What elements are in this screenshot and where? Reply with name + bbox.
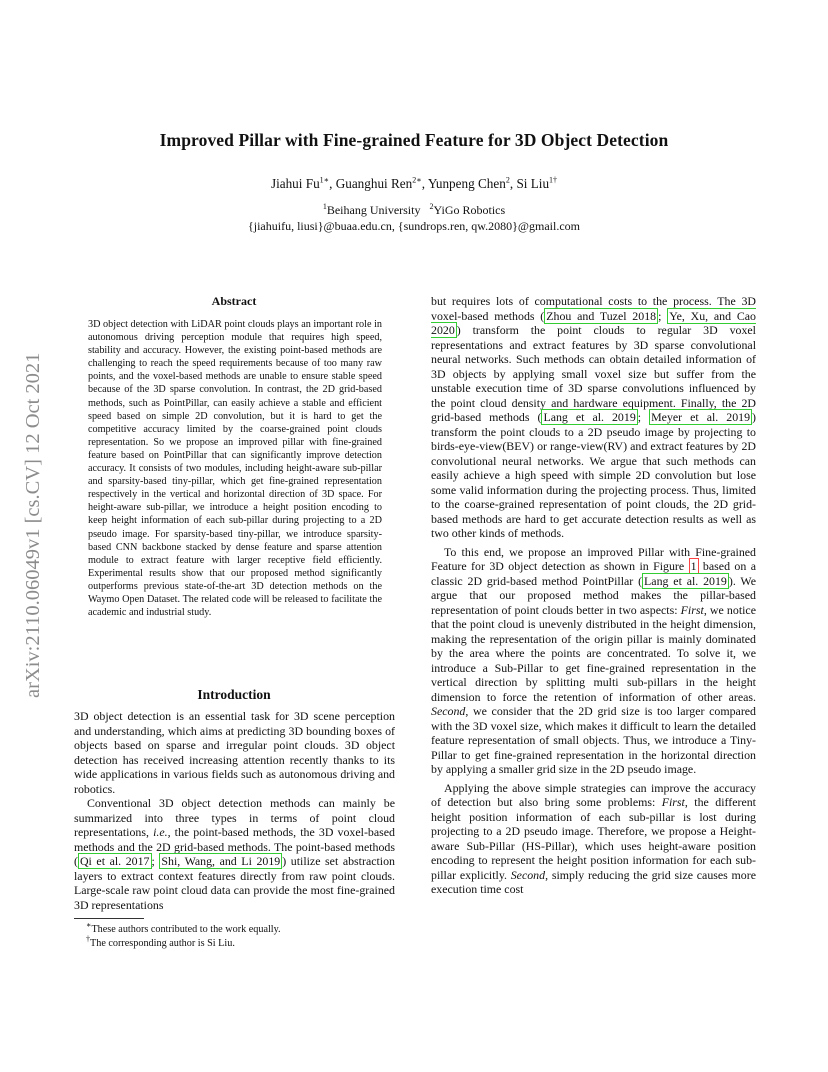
arxiv-identifier: arXiv:2110.06049v1 [cs.CV] 12 Oct 2021 [22, 352, 44, 698]
citation-link[interactable]: Meyer et al. 2019 [651, 410, 751, 424]
affiliation-name: YiGo Robotics [433, 203, 506, 217]
footnote-mark: ∗ [86, 920, 92, 930]
intro-paragraph-4 [431, 781, 756, 897]
paragraph-text: ) transform the point clouds to a 2D pseudo image by projecting to birds-eye-view(BEV) or range-view(RV) and extract features by 2D convolutional neural networks. We argue that such methods can easily achieve a high speed with simple 2D convolution but lose some valid information during the projecting process. Thus, limited to the coarse-grained representation of point clouds, the 2D grid-based methods are hard to get accurate detection results as well as two other kinds of methods. [431, 410, 756, 540]
emphasis-text: First [661, 795, 685, 809]
figure-link[interactable]: 1 [690, 559, 697, 573]
paragraph-text: To this end, we propose an improved Pillar with Fine-grained Feature for 3D object detection as shown in Figure [431, 544, 756, 573]
paragraph-text: , the different height position information of each sub-pillar is lost during projecting to a 2D pseudo image. Therefore, we propose a Height-aware Sub-Pillar (HS-Pillar), which uses height-aware position encoding to represent the height position information for each sub-pillar explicitly. [431, 795, 756, 882]
paragraph-text: Conventional 3D object detection methods can mainly be summarized into three types in terms of point cloud representations, [74, 796, 395, 839]
paragraph-text: ; [637, 410, 650, 424]
paragraph-text: ) utilize set abstraction layers to extract context features directly from raw point clouds. Large-scale raw point cloud data can provide the most fine-grained 3D representations [74, 854, 396, 912]
author-emails: {jiahuifu, liusi}@buaa.edu.cn, {sundrops.ren, qw.2080}@gmail.com [248, 219, 580, 233]
emphasis-text: Second [510, 867, 546, 882]
paragraph-text: ). We argue that our proposed method makes the pillar-based representation of point clouds better in two aspects: [431, 573, 756, 617]
paragraph-text: ; [658, 308, 668, 323]
right-column-body [431, 294, 756, 897]
footnote-text: These authors contributed to the work equally. [91, 924, 281, 935]
paragraph-text: based on a classic 2D grid-based method PointPillar ( [431, 559, 756, 588]
paragraph-text: but requires lots of computational costs to the process. The 3D voxel-based methods ( [431, 294, 756, 323]
footnote-2 [86, 934, 235, 949]
affiliation-mark: 1 [322, 202, 327, 211]
paragraph-text: , we consider that the 2D grid size is too larger compared with the 3D voxel size, which makes it difficult to learn the detailed feature representation of small objects. Thus, we introduce a Tiny-Pillar to get fine-grained representation in the horizontal direction by applying a smaller grid size in the 2D pseudo image. [431, 704, 756, 776]
introduction-heading: Introduction [197, 687, 271, 702]
paragraph-text: ; [151, 854, 160, 868]
footnote-rule [74, 918, 144, 919]
emphasis-text: i.e., [153, 825, 171, 839]
emphasis-text: First [680, 602, 704, 617]
intro-paragraph-2-continued [431, 294, 756, 541]
intro-paragraph-3 [431, 545, 756, 777]
author-name: Jiahui Fu [270, 176, 320, 191]
emphasis-text: Second [431, 704, 466, 718]
citation-link[interactable]: Ye, Xu, and Cao 2020 [431, 308, 756, 337]
citation-link[interactable]: Shi, Wang, and Li 2019 [161, 854, 281, 868]
paper-title: Improved Pillar with Fine-grained Feature for 3D Object Detection [159, 130, 669, 150]
author-name: Guanghui Ren [335, 176, 413, 191]
paragraph-text: ) transform the point clouds to regular 3D voxel representations and extract features by 3D sparse convolutional neural networks. Such methods can obtain detailed information of 3D objects by applying small voxel size but suffer from the unstable execution time of 3D sparse convolutions influenced by the point cloud density and hardware equipment. Finally, the 2D grid-based methods ( [431, 323, 756, 424]
paragraph-text: the point-based methods, the 3D voxel-based methods and the 2D grid-based methods. The point-based methods ( [74, 825, 395, 868]
footnote-1 [86, 920, 281, 935]
citation-link[interactable]: Qi et al. 2017 [79, 854, 150, 868]
intro-paragraph-1: 3D object detection is an essential task for 3D scene perception and understanding, which aims at predicting 3D bounding boxes of objects based on sparse and irregular point clouds. 3D object detection has received increasing attention recently thanks to its wide applications in various fields such as autonomous driving and robotics. [74, 709, 395, 796]
paragraph-text: , we notice that the point cloud is unevenly distributed in the height dimension, making the representation of the origin pillar is mainly dominated by the area where the points are concentrated. To solve it, we introduce a Sub-Pillar to get fine-grained representation in the vertical direction by splitting multi sub-pillars in the height dimension to force the retention of information of other areas. [431, 602, 756, 704]
footnote-mark: † [86, 934, 90, 944]
intro-paragraph-2 [74, 796, 395, 912]
author-mark: 2 [505, 175, 510, 185]
citation-link[interactable]: Lang et al. 2019 [543, 410, 636, 424]
abstract-text: 3D object detection with LiDAR point clouds plays an important role in autonomous driving perception module that requires high speed, stability and accuracy. However, the existing point-based methods are challenging to reach the speed requirements because of too many raw points, and the voxel-based methods are unable to ensure stable speed because of the 3D sparse convolution. In contrast, the 2D grid-based methods, such as PointPillar, can easily achieve a stable and efficient speed based on simple 2D convolution, but it is hard to get the competitive accuracy limited by the coarse-grained point clouds representation. So we propose an improved pillar with fine-grained feature based on PointPillar that can significantly improve detection accuracy. It consists of two modules, including height-aware sub-pillar and sparsity-based tiny-pillar, which get fine-grained representation respectively in the vertical and horizontal direction of 3D space. For height-aware sub-pillar, we introduce a height position encoding to keep height information of each sub-pillar during projecting to a 2D pseudo image. For sparsity-based tiny-pillar, we introduce sparsity-based CNN backbone stacked by dense feature and sparse attention module to extract feature with larger receptive field efficiently. Experimental results show that our proposed method significantly outperforms previous state-of-the-art 3D detection methods on the Waymo Open Dataset. The related code will be released to facilitate the academic and industrial study. [88, 319, 382, 619]
affiliation-name: Beihang University [326, 203, 421, 217]
author-mark: 1∗ [319, 175, 330, 185]
author-list: Jiahui $Fu^{1∗}$, Guanghui Ren$^{2∗}$, Yunpeng Chen$^2$, Si Liu$^{1\dagger}$ [270, 175, 558, 191]
citation-link[interactable]: Zhou and Tuzel 2018 [546, 308, 657, 323]
citation-link[interactable]: Lang et al. 2019 [644, 573, 727, 588]
affiliations [0, 203, 828, 218]
author-mark: 1† [549, 175, 558, 185]
author-mark: 2∗ [412, 175, 422, 185]
author-name: Si Liu [516, 176, 550, 191]
left-column-body [74, 709, 395, 912]
affiliation-mark: 2 [429, 202, 434, 211]
footnote-text: The corresponding author is Si Liu. [90, 938, 235, 949]
paragraph-text: , simply reducing the grid size causes more execution time cost [431, 867, 756, 896]
abstract-heading: Abstract [211, 294, 257, 308]
author-name: Yunpeng Chen [427, 176, 506, 191]
paragraph-text: Applying the above simple strategies can improve the accuracy of detection but also bring some problems: [431, 780, 756, 809]
